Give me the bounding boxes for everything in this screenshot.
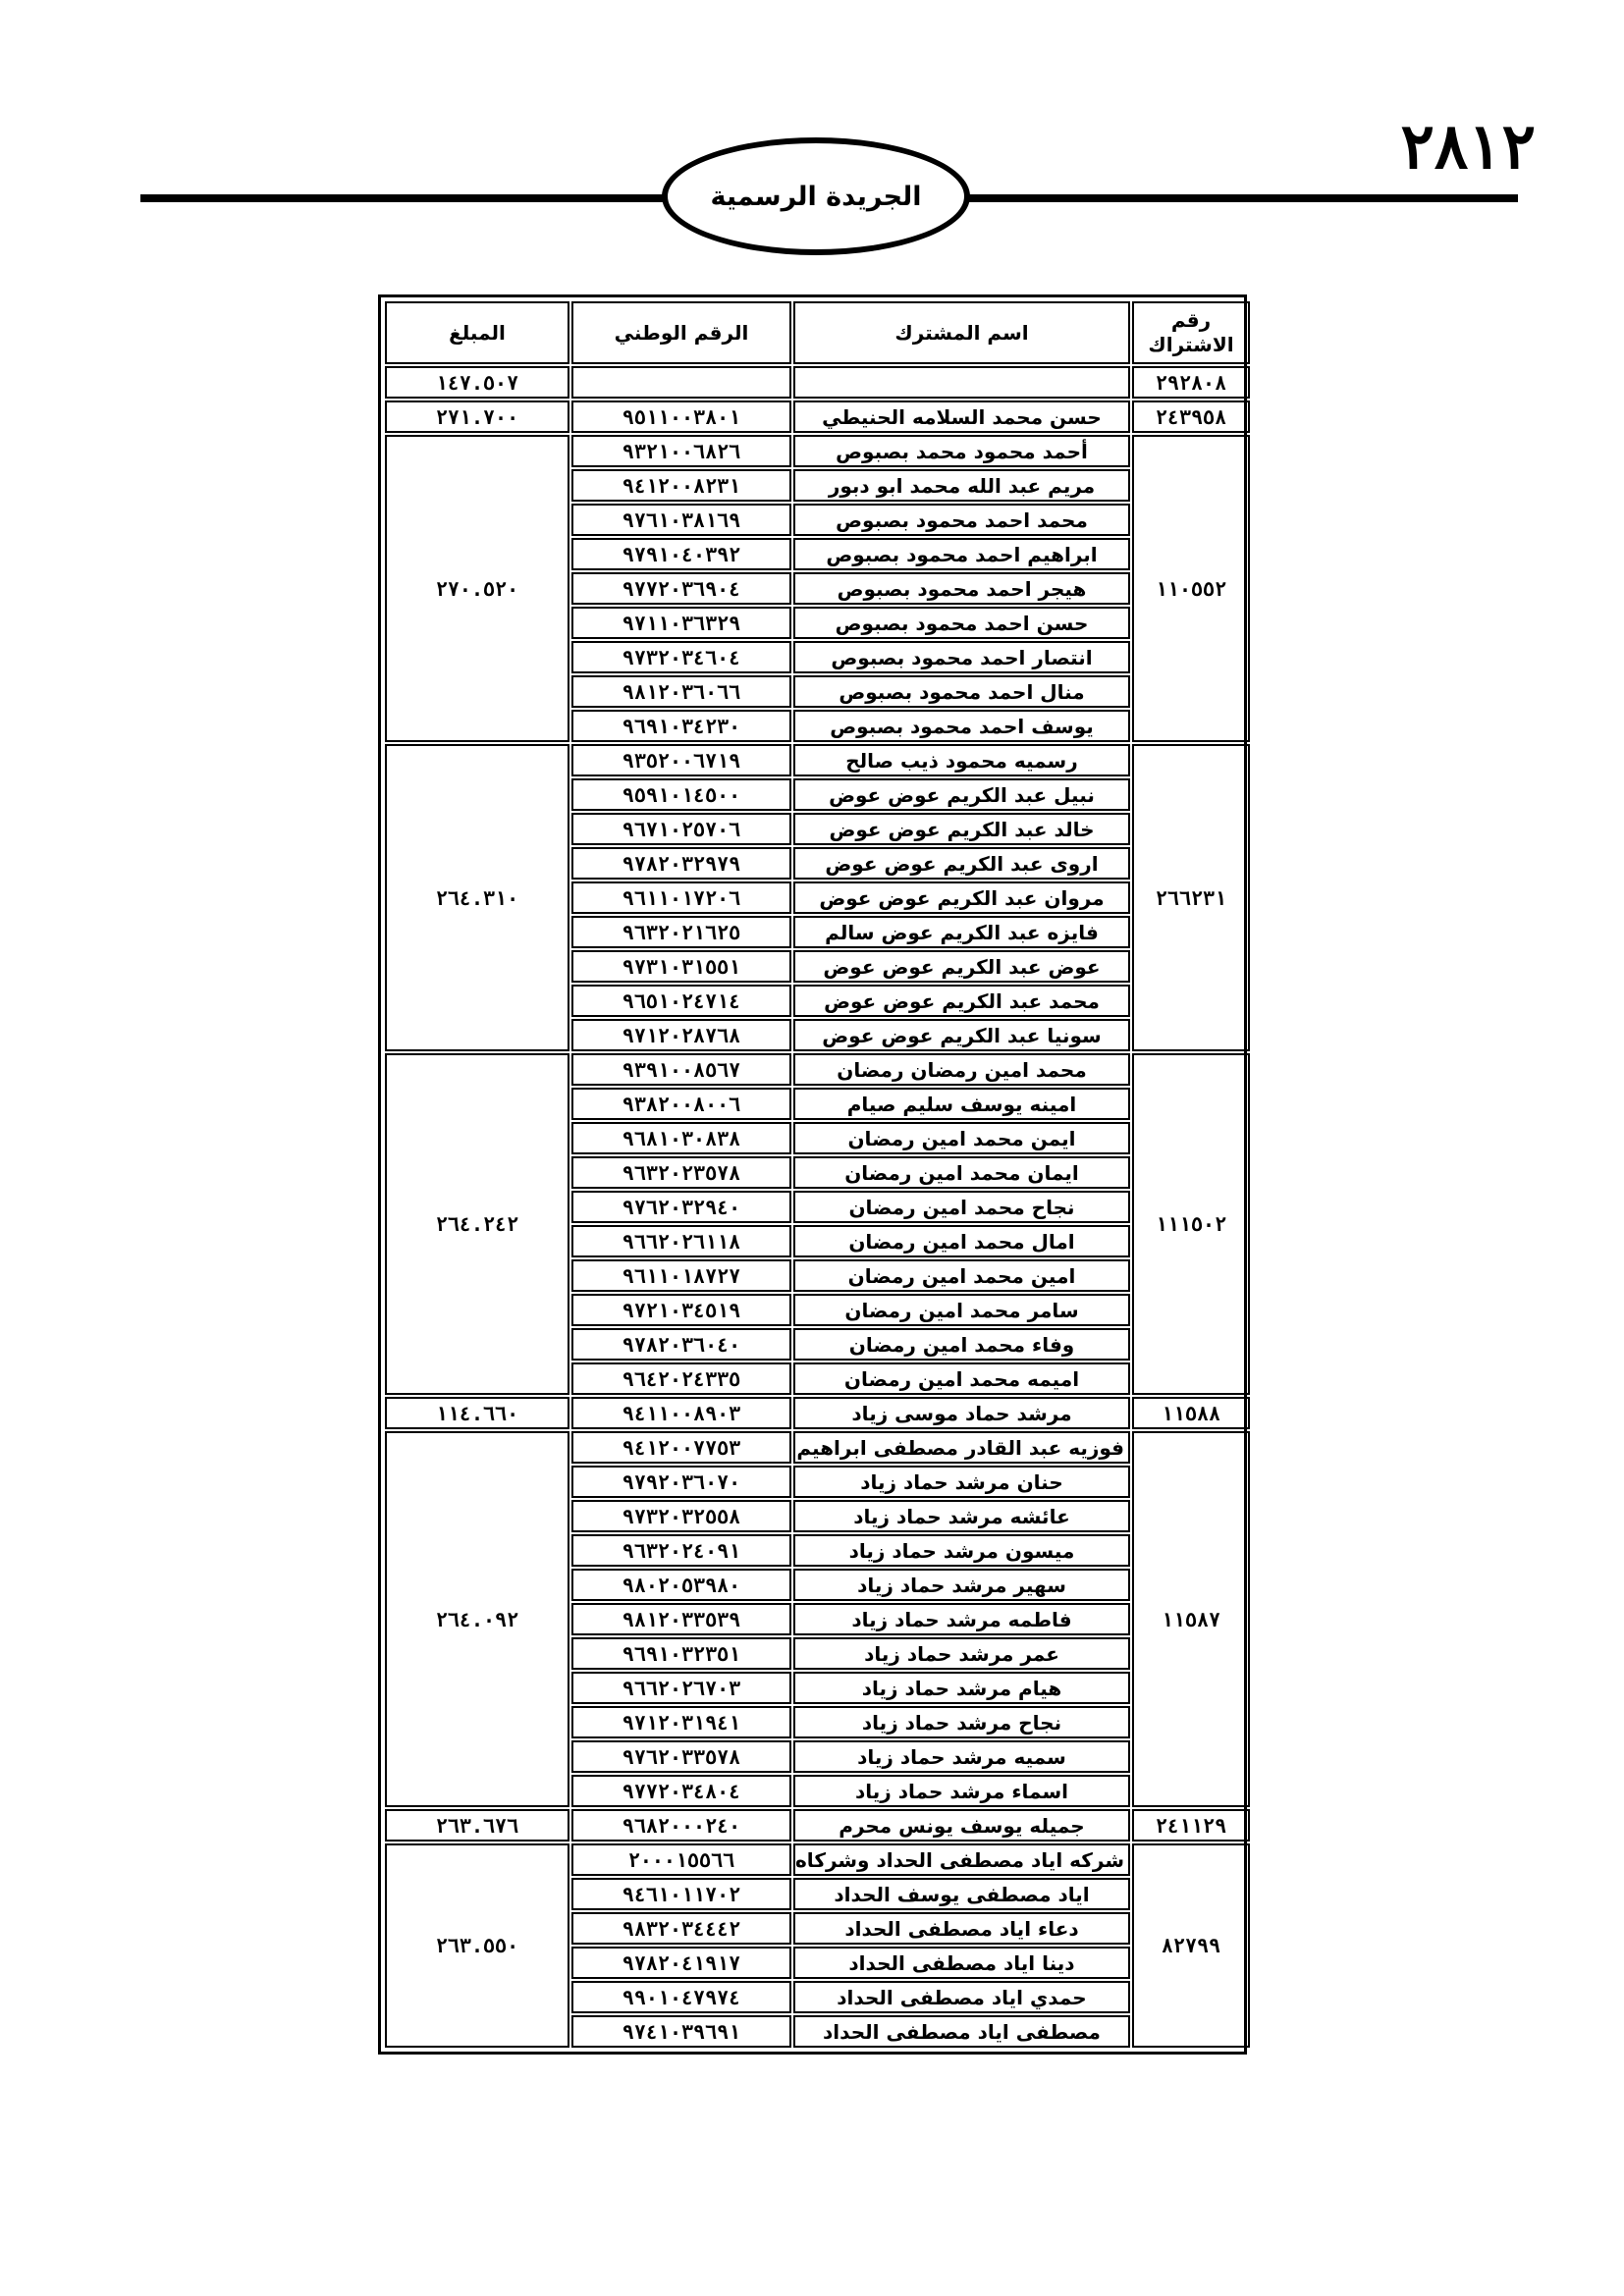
subscriber-name-cell: هيام مرشد حماد زياد: [793, 1672, 1130, 1704]
national-id-cell: ٩٨٠٢٠٥٣٩٨٠: [571, 1569, 791, 1601]
national-id-cell: ٩٦٣٢٠٢٣٥٧٨: [571, 1156, 791, 1189]
subscriber-name-cell: نبيل عبد الكريم عوض عوض: [793, 778, 1130, 811]
subscription-number-cell: ٢٦٦٢٣١: [1132, 744, 1250, 1051]
subscriber-name-cell: حمدي اياد مصطفى الحداد: [793, 1981, 1130, 2013]
subscriber-name-cell: اسماء مرشد حماد زياد: [793, 1775, 1130, 1807]
subscriber-name-cell: منال احمد محمود بصبوص: [793, 675, 1130, 708]
amount-cell: ١١٤.٦٦٠: [385, 1397, 569, 1429]
amount-cell: ٢٦٣.٥٥٠: [385, 1843, 569, 2048]
national-id-cell: ٩٧٧٢٠٣٦٩٠٤: [571, 572, 791, 605]
national-id-cell: ٩٨٣٢٠٣٤٤٤٢: [571, 1912, 791, 1945]
national-id-cell: ٩٦٦٢٠٢٦٧٠٣: [571, 1672, 791, 1704]
subscriber-name-cell: عائشه مرشد حماد زياد: [793, 1500, 1130, 1532]
national-id-cell: ٩٤١١٠٠٨٩٠٣: [571, 1397, 791, 1429]
subscriber-name-cell: أحمد محمود محمد بصبوص: [793, 435, 1130, 467]
national-id-cell: ٩٦١١٠١٧٢٠٦: [571, 881, 791, 914]
national-id-cell: ٩٧٩٢٠٣٦٠٧٠: [571, 1466, 791, 1498]
subscriber-name-cell: ايمان محمد امين رمضان: [793, 1156, 1130, 1189]
national-id-cell: [571, 366, 791, 399]
subscriber-name-cell: حسن احمد محمود بصبوص: [793, 607, 1130, 639]
header-amount: المبلغ: [385, 301, 569, 364]
subscription-number-cell: ١١٥٨٨: [1132, 1397, 1250, 1429]
national-id-cell: ٩٧٣٢٠٣٢٥٥٨: [571, 1500, 791, 1532]
subscription-number-cell: ٢٩٢٨٠٨: [1132, 366, 1250, 399]
subscribers-table-frame: [378, 294, 1247, 2055]
subscriber-name-cell: ايمن محمد امين رمضان: [793, 1122, 1130, 1154]
subscription-number-cell: ١١٥٨٧: [1132, 1431, 1250, 1807]
subscriber-name-cell: فاطمه مرشد حماد زياد: [793, 1603, 1130, 1635]
subscriber-name-cell: وفاء محمد امين رمضان: [793, 1328, 1130, 1361]
national-id-cell: ٩٧١٢٠٢٨٧٦٨: [571, 1019, 791, 1051]
national-id-cell: ٩٦٩١٠٣٤٢٣٠: [571, 710, 791, 742]
subscriber-name-cell: سونيا عبد الكريم عوض عوض: [793, 1019, 1130, 1051]
amount-cell: ٢٧٠.٥٢٠: [385, 435, 569, 742]
national-id-cell: ٩٩٠١٠٤٧٩٧٤: [571, 1981, 791, 2013]
national-id-cell: ٩٧٣٢٠٣٤٦٠٤: [571, 641, 791, 673]
subscriber-name-cell: سامر محمد امين رمضان: [793, 1294, 1130, 1326]
subscriber-name-cell: هيجر احمد محمود بصبوص: [793, 572, 1130, 605]
national-id-cell: ٩٨١٢٠٣٦٠٦٦: [571, 675, 791, 708]
national-id-cell: ٩٦١١٠١٨٧٢٧: [571, 1259, 791, 1292]
subscription-number-cell: ٢٤١١٢٩: [1132, 1809, 1250, 1842]
subscriber-name-cell: امال محمد امين رمضان: [793, 1225, 1130, 1257]
national-id-cell: ٩٧٢١٠٣٤٥١٩: [571, 1294, 791, 1326]
page-number: ٢٨١٢: [1400, 110, 1536, 184]
subscriber-name-cell: شركه اياد مصطفى الحداد وشركاه: [793, 1843, 1130, 1876]
subscriber-name-cell: حسن محمد السلامه الحنيطي: [793, 400, 1130, 433]
subscriber-name-cell: فايزه عبد الكريم عوض سالم: [793, 916, 1130, 948]
amount-cell: ١٤٧.٥٠٧: [385, 366, 569, 399]
subscription-number-cell: ١١٠٥٥٢: [1132, 435, 1250, 742]
national-id-cell: ٩٣٩١٠٠٨٥٦٧: [571, 1053, 791, 1086]
table-row: [385, 1431, 1250, 1464]
national-id-cell: ٩٤١٢٠٠٨٢٣١: [571, 469, 791, 502]
header-subscriber-name: اسم المشترك: [793, 301, 1130, 364]
table-row: [385, 1053, 1250, 1086]
subscriber-name-cell: جميله يوسف يونس محرم: [793, 1809, 1130, 1842]
national-id-cell: ٩٣٢١٠٠٦٨٢٦: [571, 435, 791, 467]
header-national-id: الرقم الوطني: [571, 301, 791, 364]
national-id-cell: ٩٧٧٢٠٣٤٨٠٤: [571, 1775, 791, 1807]
amount-cell: ٢٦٤.٢٤٢: [385, 1053, 569, 1395]
subscriber-name-cell: يوسف احمد محمود بصبوص: [793, 710, 1130, 742]
table-row: [385, 744, 1250, 776]
amount-cell: ٢٦٤.٣١٠: [385, 744, 569, 1051]
subscriber-name-cell: حنان مرشد حماد زياد: [793, 1466, 1130, 1498]
national-id-cell: ٩٧٨٢٠٣٢٩٧٩: [571, 847, 791, 880]
subscriber-name-cell: رسميه محمود ذيب صالح: [793, 744, 1130, 776]
subscriber-name-cell: ميسون مرشد حماد زياد: [793, 1534, 1130, 1567]
subscriber-name-cell: دينا اياد مصطفى الحداد: [793, 1947, 1130, 1979]
national-id-cell: ٩٧٩١٠٤٠٣٩٢: [571, 538, 791, 570]
subscriber-name-cell: محمد احمد محمود بصبوص: [793, 504, 1130, 536]
national-id-cell: ٩٧١١٠٣٦٣٢٩: [571, 607, 791, 639]
table-row: [385, 435, 1250, 467]
subscriber-name-cell: مرشد حماد موسى زياد: [793, 1397, 1130, 1429]
national-id-cell: ٩٧٣١٠٣١٥٥١: [571, 950, 791, 983]
masthead-title: الجريدة الرسمية: [710, 181, 922, 212]
national-id-cell: ٩٧٦١٠٣٨١٦٩: [571, 504, 791, 536]
subscriber-name-cell: نجاح محمد امين رمضان: [793, 1191, 1130, 1223]
subscriber-name-cell: اروى عبد الكريم عوض عوض: [793, 847, 1130, 880]
table-row: [385, 366, 1250, 399]
subscription-number-cell: ٢٤٣٩٥٨: [1132, 400, 1250, 433]
subscriber-name-cell: مريم عبد الله محمد ابو دبور: [793, 469, 1130, 502]
national-id-cell: ٩٥١١٠٠٣٨٠١: [571, 400, 791, 433]
national-id-cell: ٩٦٣٢٠٢١٦٢٥: [571, 916, 791, 948]
national-id-cell: ٩٧١٢٠٣١٩٤١: [571, 1706, 791, 1738]
national-id-cell: ٩٦٨١٠٣٠٨٣٨: [571, 1122, 791, 1154]
national-id-cell: ٩٧٦٢٠٣٢٩٤٠: [571, 1191, 791, 1223]
subscriber-name-cell: [793, 366, 1130, 399]
masthead-oval: [662, 137, 970, 255]
table-header-row: [385, 301, 1250, 364]
amount-cell: ٢٦٤.٠٩٢: [385, 1431, 569, 1807]
national-id-cell: ٩٦٥١٠٢٤٧١٤: [571, 985, 791, 1017]
subscriber-name-cell: سميه مرشد حماد زياد: [793, 1740, 1130, 1773]
national-id-cell: ٩٦٦٢٠٢٦١١٨: [571, 1225, 791, 1257]
national-id-cell: ٩٥٩١٠١٤٥٠٠: [571, 778, 791, 811]
table-row: [385, 1397, 1250, 1429]
subscriber-name-cell: امين محمد امين رمضان: [793, 1259, 1130, 1292]
table-body: [385, 366, 1250, 2048]
national-id-cell: ٩٦٣٢٠٢٤٠٩١: [571, 1534, 791, 1567]
national-id-cell: ٩٦٤٢٠٢٤٣٣٥: [571, 1362, 791, 1395]
subscriber-name-cell: فوزيه عبد القادر مصطفى ابراهيم: [793, 1431, 1130, 1464]
subscriber-name-cell: مروان عبد الكريم عوض عوض: [793, 881, 1130, 914]
subscriber-name-cell: امينه يوسف سليم صيام: [793, 1088, 1130, 1120]
national-id-cell: ٩٤٦١٠١١٧٠٢: [571, 1878, 791, 1910]
subscriber-name-cell: محمد امين رمضان رمضان: [793, 1053, 1130, 1086]
national-id-cell: ٩٦٩١٠٣٢٣٥١: [571, 1637, 791, 1670]
subscriber-name-cell: دعاء اياد مصطفى الحداد: [793, 1912, 1130, 1945]
national-id-cell: ٩٣٨٢٠٠٨٠٠٦: [571, 1088, 791, 1120]
subscribers-table: [383, 299, 1252, 2050]
subscriber-name-cell: اياد مصطفى يوسف الحداد: [793, 1878, 1130, 1910]
amount-cell: ٢٧١.٧٠٠: [385, 400, 569, 433]
amount-cell: ٢٦٣.٦٧٦: [385, 1809, 569, 1842]
national-id-cell: ٢٠٠٠١٥٥٦٦: [571, 1843, 791, 1876]
subscriber-name-cell: ابراهيم احمد محمود بصبوص: [793, 538, 1130, 570]
national-id-cell: ٩٧٦٢٠٣٣٥٧٨: [571, 1740, 791, 1773]
header-subscription-no: رقم الاشتراك: [1132, 301, 1250, 364]
national-id-cell: ٩٤١٢٠٠٧٧٥٣: [571, 1431, 791, 1464]
national-id-cell: ٩٨١٢٠٣٣٥٣٩: [571, 1603, 791, 1635]
subscription-number-cell: ١١١٥٠٢: [1132, 1053, 1250, 1395]
subscriber-name-cell: نجاح مرشد حماد زياد: [793, 1706, 1130, 1738]
national-id-cell: ٩٧٤١٠٣٩٦٩١: [571, 2015, 791, 2048]
subscriber-name-cell: انتصار احمد محمود بصبوص: [793, 641, 1130, 673]
subscriber-name-cell: مصطفى اياد مصطفى الحداد: [793, 2015, 1130, 2048]
subscriber-name-cell: محمد عبد الكريم عوض عوض: [793, 985, 1130, 1017]
national-id-cell: ٩٣٥٢٠٠٦٧١٩: [571, 744, 791, 776]
subscriber-name-cell: عوض عبد الكريم عوض عوض: [793, 950, 1130, 983]
subscriber-name-cell: خالد عبد الكريم عوض عوض: [793, 813, 1130, 845]
subscriber-name-cell: اميمه محمد امين رمضان: [793, 1362, 1130, 1395]
table-row: [385, 1843, 1250, 1876]
subscriber-name-cell: عمر مرشد حماد زياد: [793, 1637, 1130, 1670]
national-id-cell: ٩٦٨٢٠٠٠٢٤٠: [571, 1809, 791, 1842]
subscription-number-cell: ٨٢٧٩٩: [1132, 1843, 1250, 2048]
national-id-cell: ٩٧٨٢٠٤١٩١٧: [571, 1947, 791, 1979]
table-row: [385, 1809, 1250, 1842]
subscriber-name-cell: سهير مرشد حماد زياد: [793, 1569, 1130, 1601]
national-id-cell: ٩٧٨٢٠٣٦٠٤٠: [571, 1328, 791, 1361]
national-id-cell: ٩٦٧١٠٢٥٧٠٦: [571, 813, 791, 845]
table-row: [385, 400, 1250, 433]
